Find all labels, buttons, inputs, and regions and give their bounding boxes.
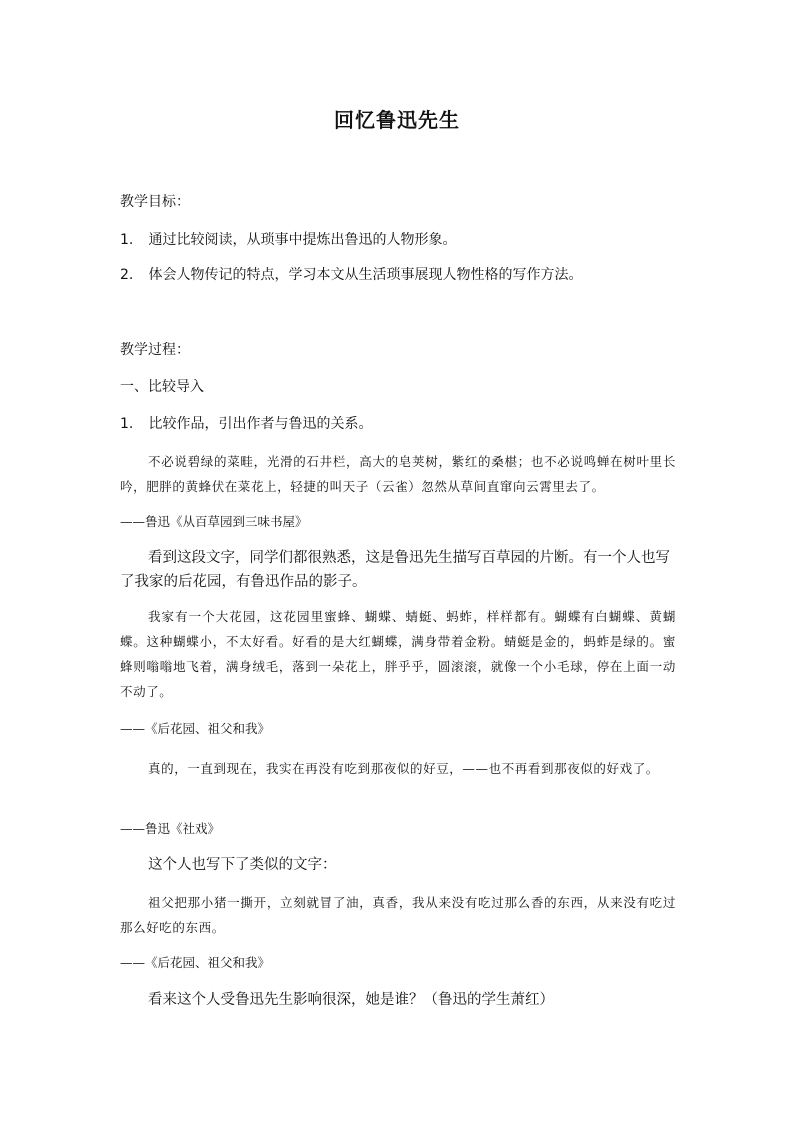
quote-source: ——鲁迅《从百草园到三味书屋》 [120,514,308,529]
objective-item-1 [120,228,680,252]
quote-shexi: 真的，一直到现在，我实在再没有吃到那夜似的好豆，——也不再看到那夜似的好戏了。 [148,761,659,776]
body-paragraph: 这个人也写下了类似的文字： [148,857,337,873]
process-heading: 教学过程： [120,342,190,358]
page-title: 回忆鲁迅先生 [334,108,460,132]
step-number: 1. [120,416,134,432]
step-item-1 [120,412,680,436]
quote-source: ——《后花园、祖父和我》 [120,955,271,970]
quote-source: ——鲁迅《社戏》 [120,821,221,836]
quote-source: ——《后花园、祖父和我》 [120,721,271,736]
quote-garden: 我家有一个大花园，这花园里蜜蜂、蝴蝶、蜻蜓、蚂蚱，样样都有。蝴蝶有白蝴蝶、黄蝴蝶。这种蝴蝶小，不太好看。好看的是大红蝴蝶，满身带着金粉。蜻蜓是金的，蚂蚱是绿的。蜜蜂则嗡嗡地飞着，满身绒毛，落到一朵花上，胖乎乎，圆滚滚，就像一个小毛球，停在上面一动不动了。 [120,609,676,699]
body-paragraph: 看来这个人受鲁迅先生影响很深，她是谁？（鲁迅的学生萧红） [148,992,554,1008]
objective-text: 体会人物传记的特点，学习本文从生活琐事展现人物性格的写作方法。 [148,267,583,283]
objectives-heading: 教学目标： [120,194,190,210]
objective-number: 1. [120,232,134,248]
objective-number: 2. [120,267,134,283]
objective-text: 通过比较阅读，从琐事中提炼出鲁迅的人物形象。 [148,232,457,248]
quote-baicaoyuan: 不必说碧绿的菜畦，光滑的石井栏，高大的皂荚树，紫红的桑椹；也不必说鸣蝉在树叶里长吟，肥胖的黄蜂伏在菜花上，轻捷的叫天子（云雀）忽然从草间直窜向云霄里去了。 [120,454,676,494]
section-heading: 一、比较导入 [120,379,204,395]
objective-item-2 [120,263,680,287]
quote-piglet: 祖父把那小猪一撕开，立刻就冒了油，真香，我从来没有吃过那么香的东西，从来没有吃过那么好吃的东西。 [120,895,676,935]
body-paragraph: 看到这段文字，同学们都很熟悉，这是鲁迅先生描写百草园的片断。有一个人也写了我家的后花园，有鲁迅作品的影子。 [120,550,670,590]
step-text: 比较作品，引出作者与鲁迅的关系。 [148,416,373,432]
